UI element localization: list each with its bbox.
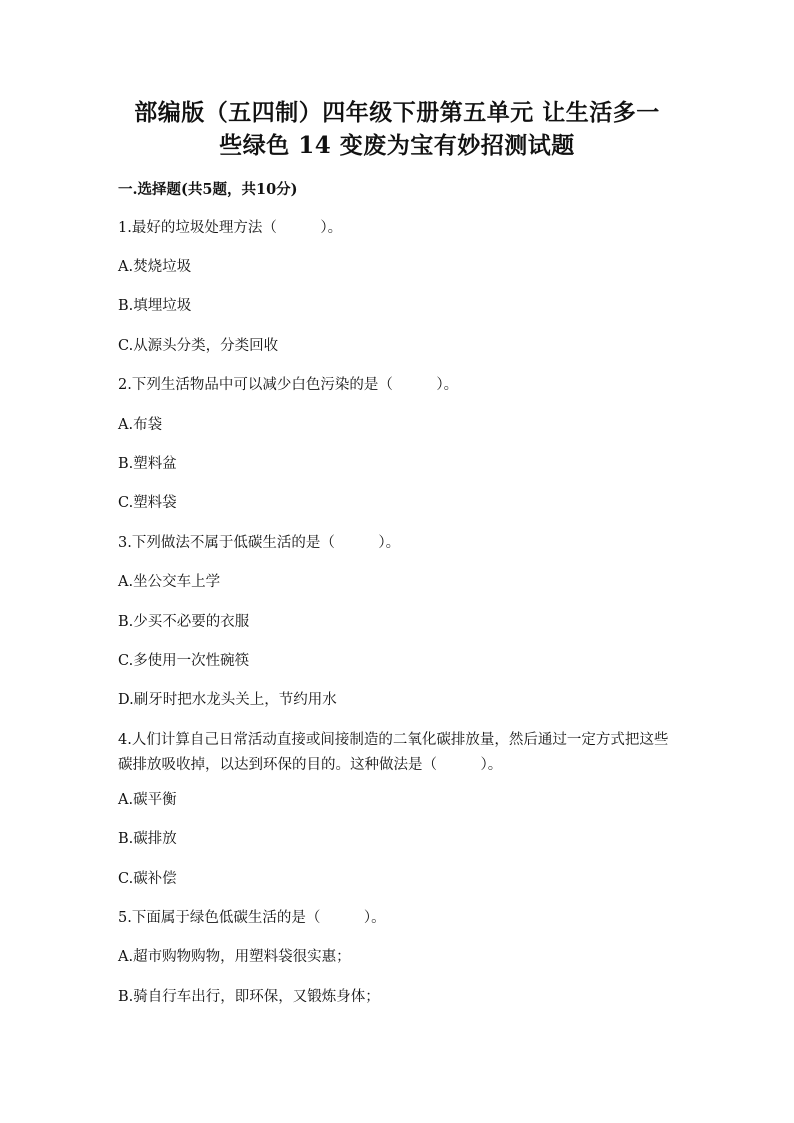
question-1 <box>118 218 342 238</box>
option-text: 超市购物购物，用塑料袋很实惠； <box>133 949 351 965</box>
question-number: 4. <box>118 732 132 748</box>
title-line-2: 些绿色 14 变废为宝有妙招测试题 <box>219 132 575 159</box>
question-text: 下列做法不属于低碳生活的是（ ）。 <box>131 535 401 551</box>
option-text: 坐公交车上学 <box>133 574 221 590</box>
question-number: 3. <box>118 535 132 551</box>
option-text: 填埋垃圾 <box>133 298 192 314</box>
option-text: 焚烧垃圾 <box>133 259 192 275</box>
title-line-1: 部编版（五四制）四年级下册第五单元 让生活多一 <box>134 99 660 126</box>
option-4b <box>118 829 177 849</box>
question-2 <box>118 375 458 395</box>
option-letter: B. <box>118 831 134 847</box>
option-text: 碳排放 <box>133 831 177 847</box>
option-letter: A. <box>118 574 134 590</box>
option-letter: B. <box>118 989 134 1005</box>
question-number: 1. <box>118 220 132 236</box>
question-text: 人们计算自己日常活动直接或间接制造的二氧化碳排放量，然后通过一定方式把这些碳排放吸收掉，以达到环保的目的。这种做法是（ ）。 <box>118 732 669 773</box>
option-2b <box>118 454 177 474</box>
option-5b <box>118 987 380 1007</box>
question-text: 下列生活物品中可以减少白色污染的是（ ）。 <box>131 377 459 393</box>
option-letter: B. <box>118 298 134 314</box>
option-text: 少买不必要的衣服 <box>133 614 250 630</box>
option-1b <box>118 296 191 316</box>
question-text: 最好的垃圾处理方法（ ）。 <box>131 220 343 236</box>
option-3b <box>118 612 249 632</box>
option-text: 碳补偿 <box>133 871 177 887</box>
option-text: 碳平衡 <box>133 792 177 808</box>
option-3a <box>118 572 220 592</box>
question-4 <box>118 728 678 778</box>
section-heading: 一.选择题(共5题，共10分) <box>118 181 298 198</box>
question-3 <box>118 533 400 553</box>
option-text: 骑自行车出行，即环保，又锻炼身体； <box>133 989 380 1005</box>
option-text: 多使用一次性碗筷 <box>133 653 250 669</box>
option-letter: C. <box>118 653 134 669</box>
option-text: 塑料盆 <box>133 456 177 472</box>
question-5 <box>118 908 386 928</box>
option-3c <box>118 651 249 671</box>
option-letter: C. <box>118 871 134 887</box>
option-2c <box>118 493 177 513</box>
question-text: 下面属于绿色低碳生活的是（ ）。 <box>131 910 386 926</box>
option-3d <box>118 690 337 710</box>
option-letter: C. <box>118 495 134 511</box>
option-letter: D. <box>118 692 134 708</box>
option-4c <box>118 869 177 889</box>
question-number: 2. <box>118 377 132 393</box>
option-text: 布袋 <box>133 417 163 433</box>
option-letter: A. <box>118 259 134 275</box>
option-letter: B. <box>118 614 134 630</box>
option-1c <box>118 336 278 356</box>
option-letter: C. <box>118 338 134 354</box>
option-text: 从源头分类，分类回收 <box>133 338 279 354</box>
option-text: 塑料袋 <box>133 495 177 511</box>
option-1a <box>118 257 191 277</box>
option-2a <box>118 415 162 435</box>
option-5a <box>118 947 351 967</box>
option-letter: A. <box>118 417 134 433</box>
option-4a <box>118 790 177 810</box>
document-title <box>100 96 694 162</box>
option-letter: A. <box>118 792 134 808</box>
question-number: 5. <box>118 910 132 926</box>
option-letter: A. <box>118 949 134 965</box>
option-text: 刷牙时把水龙头关上，节约用水 <box>133 692 337 708</box>
option-letter: B. <box>118 456 134 472</box>
